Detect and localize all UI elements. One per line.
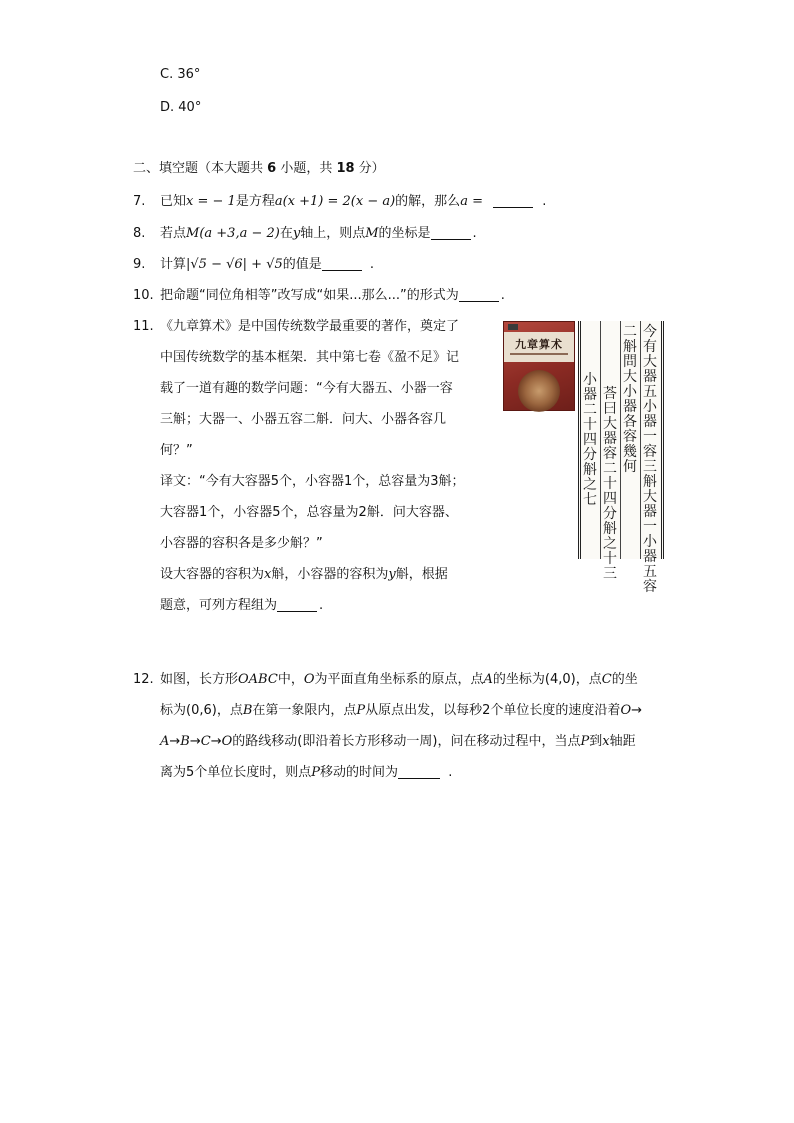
q12-part: 在第一象限内，点 [252,703,357,718]
q12-math: C [601,672,612,687]
q9-number: 9. [133,257,146,272]
q10-answer-blank[interactable] [459,287,499,302]
q12-part: 轴距 [609,734,636,749]
q9-math: |√5 − √6| + √5 [186,257,283,272]
q11-number: 11. [133,319,154,334]
q7-part: 的解，那么 [395,194,461,209]
q12-math: B [180,734,190,749]
q12-math: OABC [238,672,278,687]
q10-number: 10. [133,288,154,303]
q11-part: 斛，根据 [395,567,448,582]
q10-period: . [500,288,505,303]
q7-math: a = [460,194,483,209]
cover-emblem [518,370,560,412]
q12-part: 的坐 [611,672,638,687]
q12-math: P [356,703,366,718]
q11-line: 大容器1个，小容器5个，总容量为2斛．问大容器、 [160,505,458,520]
q10-part: 把命题“同位角相等”改写成“如果...那么...”的形式为 [160,288,459,303]
q12-line [160,733,636,751]
q8-math: y [292,226,301,241]
q11-math: x [264,567,272,582]
option-c: C. 36° [160,67,201,82]
q12-math: O [620,703,632,718]
q8-part: 的坐标是 [378,226,431,241]
q8-number: 8. [133,226,146,241]
section-score: 18 [336,161,355,176]
q11-part: 设大容器的容积为 [160,567,265,582]
q12-period: . [448,765,453,780]
q12-part: 的路线移动(即沿着长方形移动一周)，问在移动过程中，当点 [232,734,581,749]
classical-column: 荅曰大器容二十四分斛之十三 [603,386,617,582]
q11-part: 斛，小容器的容积为 [271,567,389,582]
q8-math: M [365,226,379,241]
q9-part: 计算 [160,257,187,272]
column-rule [640,321,641,559]
q7-part: 是方程 [235,194,275,209]
q12-part: 到 [589,734,603,749]
q12-line [160,702,642,720]
q8-answer-blank[interactable] [431,225,471,240]
book-cover-image [504,322,574,410]
q12-part: → [169,734,181,749]
q10-text [160,287,505,305]
q12-math: B [242,703,253,718]
q12-line-content [160,765,398,780]
q11-period: . [319,598,324,613]
q12-part: → [189,734,201,749]
section-count: 6 [267,161,277,176]
section-mid: 小题，共 [276,161,337,176]
q12-part: 移动的时间为 [320,765,399,780]
column-rule [600,321,601,559]
q7-math: a(x +1) = 2(x − a) [274,194,396,209]
q8-part: 若点 [160,226,187,241]
q12-math: C [200,734,211,749]
q12-line [160,764,452,782]
q8-period: . [472,226,477,241]
q9-period: . [369,257,375,272]
q11-line: 何？” [160,443,193,458]
q11-line [160,597,323,615]
q7-number: 7. [133,194,146,209]
q12-part: → [631,703,643,718]
q12-part: 的坐标为(4,0)，点 [492,672,602,687]
q7-period: . [542,194,547,209]
classical-column: 今有大器五小器一容三斛大器一小器五容 [643,324,657,595]
q12-number: 12. [133,672,154,687]
q12-part: 为平面直角坐标系的原点，点 [314,672,484,687]
q9-part: 的值是 [282,257,322,272]
q11-line: 小容器的容积各是多少斛？” [160,536,323,551]
section-prefix: 二、填空题（本大题共 [133,161,268,176]
q11-line: 三斛；大器一、小器五容二斛．问大、小器各容几 [160,412,447,427]
q8-text [160,225,477,243]
classical-text-image [578,321,664,595]
q11-line: 译文：“今有大容器5个，小容器1个，总容量为3斛； [160,474,465,489]
q12-part: 标为(0,6)，点 [160,703,243,718]
q11-math: y [388,567,396,582]
q11-answer-blank[interactable] [277,597,317,612]
q12-part: → [210,734,222,749]
q11-part: 题意，可列方程组为 [160,598,278,613]
q12-answer-blank[interactable] [398,764,440,779]
classical-column: 二斛問大小器各容幾何 [623,324,637,475]
q12-math: P [311,765,321,780]
option-d: D. 40° [160,100,202,115]
q11-line [160,566,448,584]
title-rule [510,353,568,355]
q12-line [160,671,638,689]
q7-answer-blank[interactable] [493,193,533,208]
q12-part: 中， [277,672,304,687]
q12-math: O [303,672,315,687]
q12-math: P [580,734,590,749]
q8-math: M(a +3,a − 2) [186,226,280,241]
book-title: 九章算术 [515,338,563,351]
q9-text [160,256,374,274]
q11-line: 《九章算术》是中国传统数学最重要的著作，奠定了 [160,319,460,334]
publisher-mark [508,324,518,330]
q8-part: 轴上，则点 [300,226,366,241]
q9-answer-blank[interactable] [322,256,362,271]
q11-line: 中国传统数学的基本框架．其中第七卷《盈不足》记 [160,350,460,365]
q7-text [160,193,546,211]
q7-math: x = − 1 [186,194,236,209]
q8-part: 在 [279,226,293,241]
section-suffix: 分） [354,161,385,176]
column-rule [620,321,621,559]
q12-math: O [221,734,233,749]
section-heading [133,160,385,178]
q11-line: 载了一道有趣的数学问题：“今有大器五、小器一容 [160,381,453,396]
q12-part: 如图，长方形 [160,672,239,687]
q12-part: 从原点出发，以每秒2个单位长度的速度沿着 [365,703,621,718]
q12-math: A [483,672,493,687]
q7-part: 已知 [160,194,187,209]
q12-part: 离为5个单位长度时，则点 [160,765,312,780]
q12-math: x [602,734,610,749]
q12-math: A [160,734,170,749]
classical-column: 小器二十四分斛之七 [583,372,597,508]
